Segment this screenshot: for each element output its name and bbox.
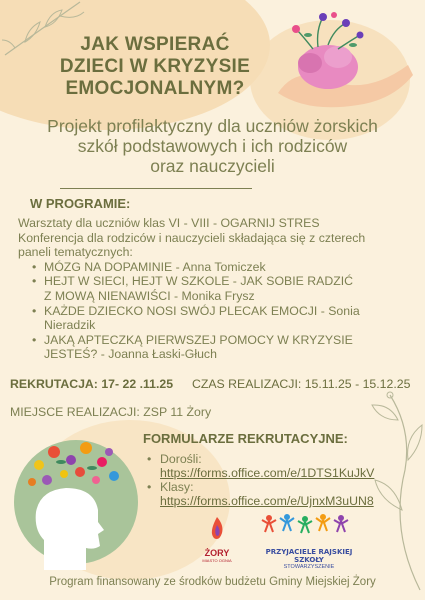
- panel-item: [32, 333, 398, 362]
- panel-item-line: Z MOWĄ NIENAWIŚCI - Monika Frysz: [44, 288, 255, 303]
- title-line: JAK WSPIERAĆ: [80, 34, 230, 55]
- realization-dates: CZAS REALIZACJI: 15.11.25 - 15.12.25: [191, 377, 411, 391]
- panel-item-line: Nieradzik: [44, 318, 96, 333]
- panel-item: [32, 260, 398, 275]
- program-section: [18, 216, 398, 362]
- recruitment-dates: REKRUTACJA: 17- 22 .11.25: [10, 377, 174, 391]
- form-item-adults: [147, 452, 417, 480]
- zory-logo-name: ŻORY: [204, 548, 230, 558]
- recruitment-line: [10, 377, 410, 391]
- zory-logo-subtitle: MIASTO OGNIA: [202, 558, 232, 563]
- subtitle: [20, 116, 405, 176]
- subtitle-line: Projekt profilaktyczny dla uczniów żorskich: [47, 116, 378, 136]
- panel-item: [32, 304, 398, 333]
- panel-item-line: • MÓZG NA DOPAMINIE - Anna Tomiczek: [44, 259, 266, 274]
- form-link-classes[interactable]: https://forms.office.com/e/UjnxM3uUN8: [160, 494, 374, 508]
- brain-in-hand-icon: [268, 5, 418, 117]
- title-line: DZIECI W KRYZYSIE: [59, 56, 251, 77]
- page-title: [50, 34, 260, 100]
- place-of-realization: MIEJSCE REALIZACJI: ZSP 11 Żory: [10, 405, 212, 419]
- funding-footer: Program finansowany ze środków budżetu Gminy Miejskiej Żory: [49, 576, 376, 588]
- partner-logo-name: PRZYJACIELE RAJSKIEJ SZKOŁY: [265, 548, 353, 564]
- panel-item-line: • HEJT W SIECI, HEJT W SZKOLE - JAK SOBIE RADZIĆ: [44, 274, 354, 289]
- forms-list: [147, 452, 417, 508]
- form-link-adults[interactable]: https://forms.office.com/e/1DTS1KuJkV: [160, 466, 375, 480]
- flame-icon: [204, 515, 230, 541]
- form-label: • Dorośli:: [160, 452, 202, 466]
- program-heading: W PROGRAMIE:: [30, 196, 131, 211]
- forms-heading: FORMULARZE REKRUTACYJNE:: [143, 431, 348, 446]
- panel-item-line: • KAŻDE DZIECKO NOSI SWÓJ PLECAK EMOCJI - Sonia: [44, 303, 360, 318]
- program-intro-line: paneli tematycznych:: [18, 245, 133, 260]
- jumping-children-icon: [259, 512, 359, 542]
- form-item-classes: [147, 480, 417, 508]
- panel-item-line: • JAKĄ APTECZKĄ PIERWSZEJ POMOCY W KRYZYSIE: [44, 332, 353, 347]
- panel-list: [18, 260, 398, 362]
- program-intro-line: Konferencja dla rodziców i nauczycieli składająca się z czterech: [18, 230, 366, 245]
- panel-item: [32, 274, 398, 303]
- partner-logo-subtitle: STOWARZYSZENIE: [283, 564, 335, 570]
- panel-item-line: JESTEŚ? - Joanna Łaski-Głuch: [44, 347, 217, 362]
- head-with-flowers-icon: [14, 430, 144, 570]
- program-intro-line: Warsztaty dla uczniów klas VI - VIII - OGARNIJ STRES: [18, 216, 320, 230]
- subtitle-line: szkół podstawowych i ich rodziców: [77, 136, 348, 156]
- subtitle-line: oraz nauczycieli: [150, 156, 275, 176]
- divider: [60, 188, 252, 189]
- title-line: EMOCJONALNYM?: [65, 78, 245, 99]
- zory-logo: [195, 515, 239, 565]
- form-label: • Klasy:: [160, 480, 194, 494]
- partner-logo: [256, 512, 362, 570]
